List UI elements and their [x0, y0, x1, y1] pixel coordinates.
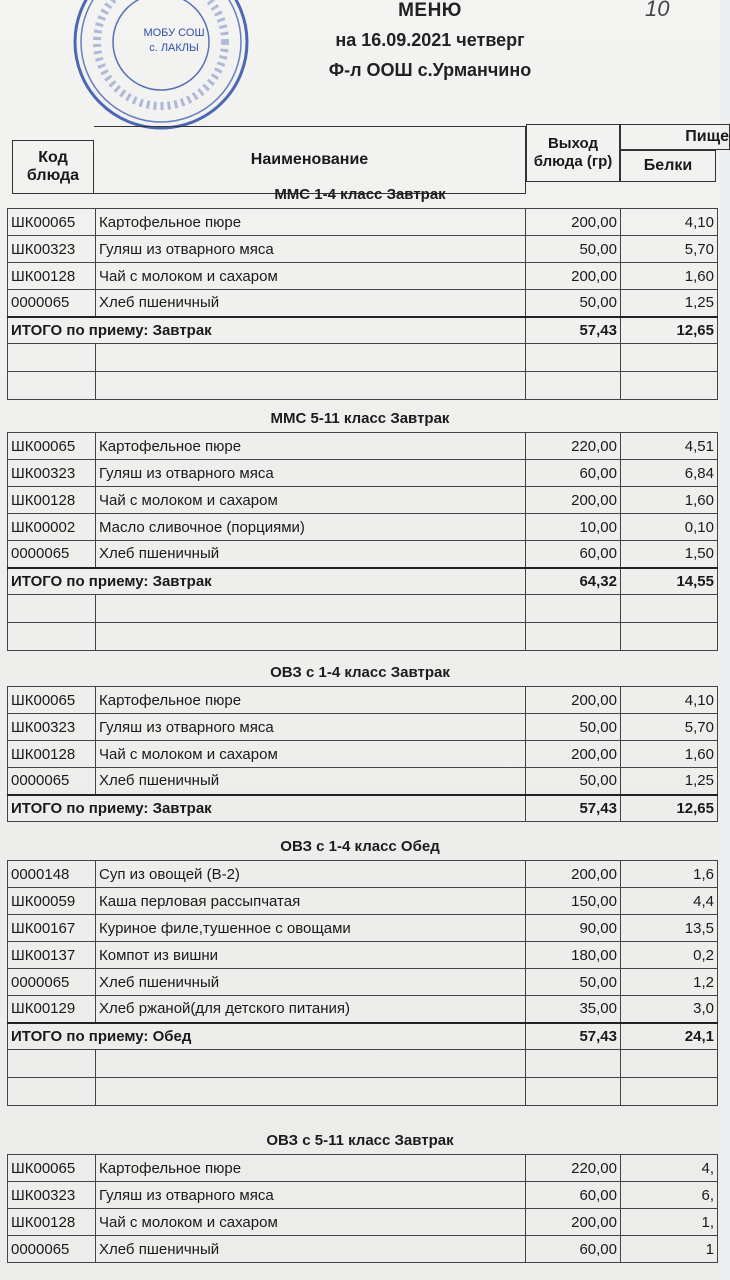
blank-row: [8, 595, 718, 623]
table-row: [8, 460, 718, 487]
dish-output: 200,00: [526, 741, 621, 768]
dish-protein: 1: [621, 1236, 718, 1263]
table-row: [8, 433, 718, 460]
total-row: [8, 795, 718, 822]
total-output: 57,43: [526, 795, 621, 822]
total-label: ИТОГО по приему: Завтрак: [8, 317, 526, 344]
dish-code: 0000065: [8, 290, 96, 317]
blank-row: [8, 1078, 718, 1106]
section-title: ОВЗ с 1-4 класс Обед: [280, 838, 440, 855]
blank-row: [8, 344, 718, 372]
blank-row: [8, 372, 718, 400]
dish-code: 0000065: [8, 541, 96, 568]
section-title: ММС 5-11 класс Завтрак: [270, 410, 450, 427]
dish-code: ШК00167: [8, 915, 96, 942]
dish-protein: 5,70: [621, 714, 718, 741]
dish-protein: 1,60: [621, 263, 718, 290]
dish-output: 200,00: [526, 687, 621, 714]
dish-protein: 1,25: [621, 290, 718, 317]
dish-code: 0000065: [8, 1236, 96, 1263]
dish-code: ШК00137: [8, 942, 96, 969]
total-row: [8, 1023, 718, 1050]
dish-protein: 4,: [621, 1155, 718, 1182]
table-row: [8, 942, 718, 969]
column-protein: Белки: [620, 150, 716, 182]
dish-output: 50,00: [526, 768, 621, 795]
dish-name: Каша перловая рассыпчатая: [96, 888, 526, 915]
dish-output: 50,00: [526, 969, 621, 996]
dish-output: 50,00: [526, 714, 621, 741]
dish-name: Чай с молоком и сахаром: [96, 263, 526, 290]
dish-output: 50,00: [526, 290, 621, 317]
dish-name: Картофельное пюре: [96, 687, 526, 714]
column-code: Код блюда: [12, 140, 94, 194]
total-protein: 14,55: [621, 568, 718, 595]
dish-output: 60,00: [526, 1236, 621, 1263]
dish-output: 60,00: [526, 460, 621, 487]
dish-protein: 1,: [621, 1209, 718, 1236]
blank-row: [8, 1050, 718, 1078]
table-row: [8, 487, 718, 514]
dish-output: 150,00: [526, 888, 621, 915]
dish-protein: 4,10: [621, 687, 718, 714]
dish-code: ШК00128: [8, 1209, 96, 1236]
section-title: ММС 1-4 класс Завтрак: [274, 186, 446, 203]
dish-protein: 4,4: [621, 888, 718, 915]
menu-title: МЕНЮ: [398, 0, 462, 21]
dish-name: Хлеб пшеничный: [96, 969, 526, 996]
table-row: [8, 514, 718, 541]
total-row: [8, 568, 718, 595]
dish-code: 0000065: [8, 768, 96, 795]
total-label: ИТОГО по приему: Завтрак: [8, 795, 526, 822]
table-row: [8, 1236, 718, 1263]
dish-name: Картофельное пюре: [96, 209, 526, 236]
dish-code: ШК00323: [8, 460, 96, 487]
table-row: [8, 1182, 718, 1209]
dish-output: 35,00: [526, 996, 621, 1023]
dish-protein: 1,60: [621, 741, 718, 768]
dish-name: Гуляш из отварного мяса: [96, 714, 526, 741]
dish-code: ШК00129: [8, 996, 96, 1023]
dish-output: 200,00: [526, 1209, 621, 1236]
dish-protein: 0,2: [621, 942, 718, 969]
total-row: [8, 317, 718, 344]
section-title: ОВЗ с 1-4 класс Завтрак: [270, 664, 450, 681]
dish-protein: 6,84: [621, 460, 718, 487]
column-output: Выход блюда (гр): [526, 124, 620, 182]
dish-protein: 4,10: [621, 209, 718, 236]
section-table: [7, 208, 718, 400]
total-output: 64,32: [526, 568, 621, 595]
dish-name: Хлеб пшеничный: [96, 541, 526, 568]
dish-name: Чай с молоком и сахаром: [96, 1209, 526, 1236]
dish-code: ШК00065: [8, 433, 96, 460]
dish-protein: 3,0: [621, 996, 718, 1023]
dish-name: Картофельное пюре: [96, 1155, 526, 1182]
dish-protein: 1,6: [621, 861, 718, 888]
dish-protein: 4,51: [621, 433, 718, 460]
table-row: [8, 861, 718, 888]
dish-protein: 1,60: [621, 487, 718, 514]
dish-code: ШК00323: [8, 236, 96, 263]
dish-output: 90,00: [526, 915, 621, 942]
total-protein: 12,65: [621, 795, 718, 822]
table-row: [8, 741, 718, 768]
dish-name: Чай с молоком и сахаром: [96, 741, 526, 768]
dish-name: Гуляш из отварного мяса: [96, 460, 526, 487]
dish-output: 220,00: [526, 1155, 621, 1182]
dish-code: ШК00323: [8, 1182, 96, 1209]
dish-code: ШК00065: [8, 209, 96, 236]
table-row: [8, 1155, 718, 1182]
handwritten-mark: 10: [645, 0, 670, 21]
dish-code: ШК00128: [8, 263, 96, 290]
total-output: 57,43: [526, 1023, 621, 1050]
dish-name: Гуляш из отварного мяса: [96, 236, 526, 263]
dish-output: 60,00: [526, 1182, 621, 1209]
dish-output: 200,00: [526, 861, 621, 888]
blank-row: [8, 623, 718, 651]
section-table: [7, 1154, 718, 1263]
total-output: 57,43: [526, 317, 621, 344]
table-row: [8, 768, 718, 795]
dish-name: Гуляш из отварного мяса: [96, 1182, 526, 1209]
dish-name: Хлеб пшеничный: [96, 290, 526, 317]
dish-code: ШК00128: [8, 487, 96, 514]
dish-name: Компот из вишни: [96, 942, 526, 969]
total-protein: 12,65: [621, 317, 718, 344]
dish-name: Хлеб пшеничный: [96, 768, 526, 795]
table-row: [8, 541, 718, 568]
dish-output: 200,00: [526, 487, 621, 514]
dish-name: Масло сливочное (порциями): [96, 514, 526, 541]
dish-protein: 1,25: [621, 768, 718, 795]
dish-name: Хлеб пшеничный: [96, 1236, 526, 1263]
table-row: [8, 969, 718, 996]
dish-code: 0000065: [8, 969, 96, 996]
section-table: [7, 432, 718, 651]
menu-date: на 16.09.2021 четверг: [335, 30, 525, 50]
dish-protein: 6,: [621, 1182, 718, 1209]
total-label: ИТОГО по приему: Обед: [8, 1023, 526, 1050]
dish-name: Хлеб ржаной(для детского питания): [96, 996, 526, 1023]
dish-protein: 1,50: [621, 541, 718, 568]
table-row: [8, 236, 718, 263]
stamp-text-1: МОБУ СОШ: [143, 27, 205, 39]
table-row: [8, 209, 718, 236]
section-table: [7, 860, 718, 1106]
dish-code: ШК00002: [8, 514, 96, 541]
dish-code: 0000148: [8, 861, 96, 888]
dish-name: Чай с молоком и сахаром: [96, 487, 526, 514]
section-title: ОВЗ с 5-11 класс Завтрак: [266, 1132, 454, 1149]
dish-output: 220,00: [526, 433, 621, 460]
table-row: [8, 888, 718, 915]
dish-name: Куриное филе,тушенное с овощами: [96, 915, 526, 942]
dish-protein: 1,2: [621, 969, 718, 996]
dish-code: ШК00059: [8, 888, 96, 915]
stamp-text-2: с. ЛАКЛЫ: [149, 42, 199, 54]
dish-code: ШК00323: [8, 714, 96, 741]
dish-output: 180,00: [526, 942, 621, 969]
dish-protein: 5,70: [621, 236, 718, 263]
dish-code: ШК00128: [8, 741, 96, 768]
dish-output: 200,00: [526, 209, 621, 236]
dish-code: ШК00065: [8, 687, 96, 714]
total-protein: 24,1: [621, 1023, 718, 1050]
dish-name: Картофельное пюре: [96, 433, 526, 460]
dish-protein: 13,5: [621, 915, 718, 942]
organization-name: Ф-л ООШ с.Урманчино: [328, 60, 532, 80]
dish-output: 200,00: [526, 263, 621, 290]
table-row: [8, 687, 718, 714]
table-row: [8, 915, 718, 942]
table-row: [8, 263, 718, 290]
dish-output: 10,00: [526, 514, 621, 541]
column-name: Наименование: [94, 126, 526, 194]
table-row: [8, 290, 718, 317]
dish-output: 60,00: [526, 541, 621, 568]
column-nutrition: Пище: [620, 124, 730, 150]
dish-protein: 0,10: [621, 514, 718, 541]
total-label: ИТОГО по приему: Завтрак: [8, 568, 526, 595]
dish-name: Суп из овощей (В-2): [96, 861, 526, 888]
section-table: [7, 686, 718, 822]
table-row: [8, 1209, 718, 1236]
table-row: [8, 996, 718, 1023]
school-stamp: [66, 0, 256, 134]
dish-code: ШК00065: [8, 1155, 96, 1182]
dish-output: 50,00: [526, 236, 621, 263]
table-row: [8, 714, 718, 741]
